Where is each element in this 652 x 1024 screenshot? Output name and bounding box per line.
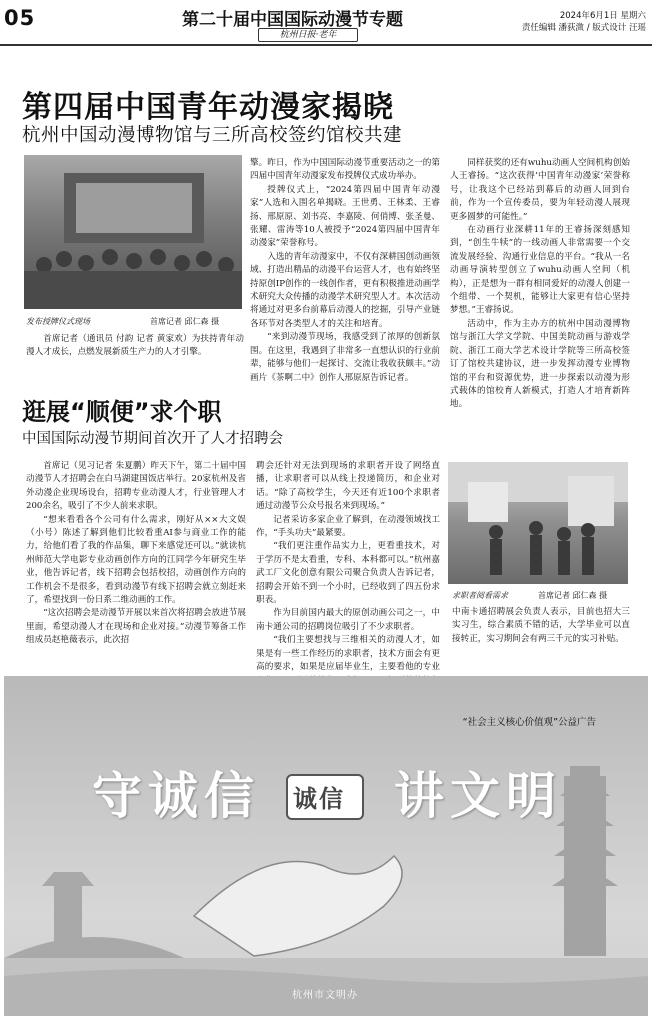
article1-headline: 第四届中国青年动漫家揭晓	[22, 90, 394, 125]
article2-col1-para: “这次招聘会是动漫节开展以来首次将招聘会放进节展里面，希望动漫人才在现场和企业对接。”动漫节筹备工作组成员赵艳薇表示，此次招	[26, 608, 246, 646]
header-divider	[0, 44, 652, 46]
page-banner: 第二十届中国国际动漫节专题	[182, 10, 403, 30]
article1-col2-para: 擎。昨日，作为中国国际动漫节重要活动之一的第四届中国青年动漫家发布授牌仪式成功举办。	[250, 158, 440, 182]
article2-col2-para: 聘会还针对无法到现场的求职者开设了网络直播，让求职者可以从线上投递简历，和企业对话。“除了高校学生，今天还有近100个求职者通过动漫节公众号报名来到现场。”	[256, 461, 440, 512]
article1-photo-caption: 发布授牌仪式现场	[26, 317, 90, 326]
job-fair-photo	[448, 462, 628, 584]
ad-issuer: 杭州市文明办	[292, 990, 358, 1001]
article1-column-2	[250, 157, 440, 389]
ad-slogan-left: 守诚信	[92, 767, 260, 825]
article2-col3-para: 中南卡通招聘展会负责人表示，目前也招大三实习生，综合素质不错的话，大学毕业可以直接转正，实习期间会有两三千元的实习补贴。	[452, 607, 630, 644]
issue-date: 2024年6月1日 星期六	[559, 11, 646, 21]
article2-headline: 逛展“顺便”求个职	[22, 398, 222, 426]
article2-col1-para: “想来看看各个公司有什么需求，刚好从××大文娱（小号）陈述了解到他们比较看重AI参与商业工作的能力，给他们看了我的作品集，聊下来感觉还可以。”就读杭州师范大学电影专业动画创作方向的江同学今年研究生毕业，他告诉记者，线下招聘会包括校招，动画创作方向的工作机会不是很多，看到动漫节有线下招聘会就立刻赶来了，希望找到一份日系二维动画的工作。	[26, 514, 246, 606]
article2-column-3	[452, 606, 630, 666]
article1-col2-para: 入选的青年动漫家中，不仅有深耕国创动画领域、打造出精品的动漫平台运营人才，也有始终坚持原创IP创作的一线创作者，更有积极推进动画学术研究大众传播的动漫学术研究型人才。本次活动将通过对更多台前幕后动漫人的挖掘，引导产业链各环节对各类型人才的关注和培育。	[250, 251, 440, 329]
ceremony-photo	[24, 155, 242, 309]
article2-col2-para: “我们主要想找与三维相关的动漫人才，如果是有一些工作经历的求职者，技术方面会有更高的要求，如果是应届毕业生，主要看他的专业	[256, 635, 440, 673]
ad-slogan-right: 讲文明	[394, 767, 562, 825]
article1-col3-para: 活动中，作为主办方的杭州中国动漫博物馆与浙江大学文学院、中国美院动画与游戏学院、浙江工商大学艺术设计学院等三所高校签订了馆校共建协议，进一步发挥动漫专业博物馆的平台和资源优势，进一步探索以动漫为形式载体的馆校育人新模式，打造人才培育新阵地。	[450, 318, 630, 410]
editor-credits: 责任编辑 潘荻溦 / 版式设计 汪瑶	[521, 23, 646, 33]
article2-photo-caption: 求职者阅看需求	[452, 591, 508, 600]
article2-col2-para: 记者采访多家企业了解到，在动漫领域找工作，“手头功夫”最紧要。	[256, 514, 440, 539]
ad-center-text: 诚信	[293, 785, 345, 813]
article2-col2-para: “我们更注重作品实力上，更看重技术，对于学历不是太看重，专科、本科都可以。”杭州嘉武工厂文化创意有限公司聚合负责人告诉记者，招聘会开始不到一个小时，已经收到了四五份求职表。	[256, 541, 440, 606]
article1-column-3	[450, 157, 630, 410]
article2-column-2	[256, 460, 440, 673]
page-number: 05	[4, 6, 36, 30]
article2-subhead: 中国国际动漫节期间首次开了人才招聘会	[22, 431, 283, 447]
job-fair-photo-illustration	[448, 462, 628, 584]
article1-photo-credit: 首席记者 邱仁森 摄	[150, 317, 220, 326]
ceremony-photo-illustration	[24, 155, 242, 309]
article1-col3-para: 同样获奖的还有wuhu动画人空间机构创始人王睿扬。“这次获得‘中国青年动漫家’荣誉称号，让我这个已经站到幕后的动画人回到台前，作为一个宣传委员，要为年轻动漫人展现更多圆梦的可能性。”	[450, 158, 630, 222]
article2-col2-para: 作为目前国内最大的原创动画公司之一，中南卡通公司的招聘岗位吸引了不少求职者。	[256, 608, 440, 632]
article2-column-1	[26, 460, 246, 665]
ad-category-tag: “社会主义核心价值观”公益广告	[462, 717, 596, 728]
article1-subhead: 杭州中国动漫博物馆与三所高校签约馆校共建	[22, 125, 403, 146]
article1-col3-para: 在动画行业深耕11年的王睿扬深刻感知到，“创生牛犊”的一线动画人非常需要一个交流发展经验、沟通行业信息的平台。“我从一名动画导演转型创立了wuhu动画人空间（机构），正是想为一群有相同爱好的动漫人创建一个组带、一个契机，能够让大家更有信心坚持梦想。”王睿扬说。	[450, 225, 630, 316]
brand-seal: 杭州日报·老年	[258, 28, 358, 42]
article2-photo-credit: 首席记者 邱仁森 摄	[538, 591, 608, 600]
article1-col2-para: 授牌仪式上，“2024第四届中国青年动漫家”人选和入围名单揭晓。王世勇、王林柔、王睿扬、邢原原、刘书亮、李嘉陵、何俏博、张圣曼、张耀、雷涛等10人被授予“2024第四届中国青年动漫家”荣誉称号。	[250, 184, 440, 249]
article2-col1-para: 首席记（见习记者 朱夏鹏）昨天下午，第二十届中国动漫节人才招聘会在白马湖建国饭店举行。20家杭州及省外动漫企业现场设台，招聘专业动漫人才，行业管理人才200余名，吸引了不少人前来求职。	[26, 461, 246, 512]
article1-column-1	[26, 333, 244, 375]
article1-col2-para: “来到动漫节现场，我感受到了浓厚的创新氛围。在这里，我遇到了非常多一直想认识的行业前辈，能够与他们一起探讨、交流让我收获颇丰。”动画片《茶啊二中》创作人邢原原告诉记者。	[250, 332, 440, 383]
article1-col1-para: 首席记者（通讯员 付韵 记者 黄家欢）为扶持青年动漫人才成长，点燃发展新质生产力的人才引擎。	[26, 334, 244, 358]
